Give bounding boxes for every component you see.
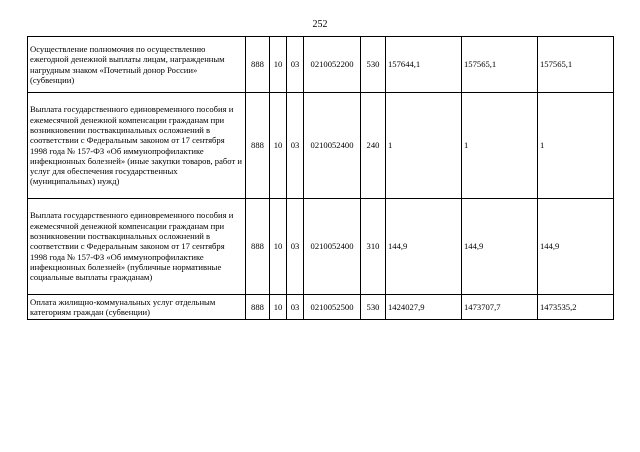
section-code: 10 [270, 199, 287, 295]
subsection-code: 03 [287, 37, 304, 93]
row-description: Выплата государственного единовременного пособия и ежемесячной денежной компенсации гражданам при возникновении поствакцинальных осложнений в соответствии с Федеральным законом от 17 сентября 1998 года № 157-ФЗ «Об иммунопрофилактике инфекционных болезней» (публичные нормативные социальные выплаты гражданам) [28, 199, 246, 295]
expense-type-code: 530 [361, 295, 386, 320]
amount-year-3: 1 [538, 93, 614, 199]
amount-year-3: 144,9 [538, 199, 614, 295]
amount-year-2: 144,9 [462, 199, 538, 295]
amount-year-2: 1 [462, 93, 538, 199]
table-row [28, 295, 614, 320]
department-code: 888 [246, 93, 270, 199]
table-row [28, 37, 614, 93]
page-number: 252 [312, 19, 328, 30]
subsection-code: 03 [287, 295, 304, 320]
row-description: Выплата государственного единовременного пособия и ежемесячной денежной компенсации гражданам при возникновении поствакцинальных осложнений в соответствии с Федеральным законом от 17 сентября 1998 года № 157-ФЗ «Об иммунопрофилактике инфекционных болезней» (иные закупки товаров, работ и услуг для обеспечения государственных (муниципальных) нужд) [28, 93, 246, 199]
amount-year-2: 157565,1 [462, 37, 538, 93]
section-code: 10 [270, 295, 287, 320]
amount-year-2: 1473707,7 [462, 295, 538, 320]
amount-year-1: 144,9 [386, 199, 462, 295]
subsection-code: 03 [287, 199, 304, 295]
target-article-code: 0210052500 [304, 295, 361, 320]
amount-year-3: 1473535,2 [538, 295, 614, 320]
section-code: 10 [270, 93, 287, 199]
expense-type-code: 240 [361, 93, 386, 199]
target-article-code: 0210052200 [304, 37, 361, 93]
amount-year-3: 157565,1 [538, 37, 614, 93]
table-row [28, 199, 614, 295]
amount-year-1: 1 [386, 93, 462, 199]
department-code: 888 [246, 37, 270, 93]
table-row [28, 93, 614, 199]
department-code: 888 [246, 199, 270, 295]
section-code: 10 [270, 37, 287, 93]
target-article-code: 0210052400 [304, 199, 361, 295]
expense-type-code: 310 [361, 199, 386, 295]
expense-type-code: 530 [361, 37, 386, 93]
department-code: 888 [246, 295, 270, 320]
amount-year-1: 1424027,9 [386, 295, 462, 320]
subsection-code: 03 [287, 93, 304, 199]
amount-year-1: 157644,1 [386, 37, 462, 93]
row-description: Осуществление полномочия по осуществлению ежегодной денежной выплаты лицам, награжденным нагрудным знаком «Почетный донор России» (субвенции) [28, 37, 246, 93]
row-description: Оплата жилищно-коммунальных услуг отдельным категориям граждан (субвенции) [28, 295, 246, 320]
target-article-code: 0210052400 [304, 93, 361, 199]
budget-table [27, 36, 614, 320]
